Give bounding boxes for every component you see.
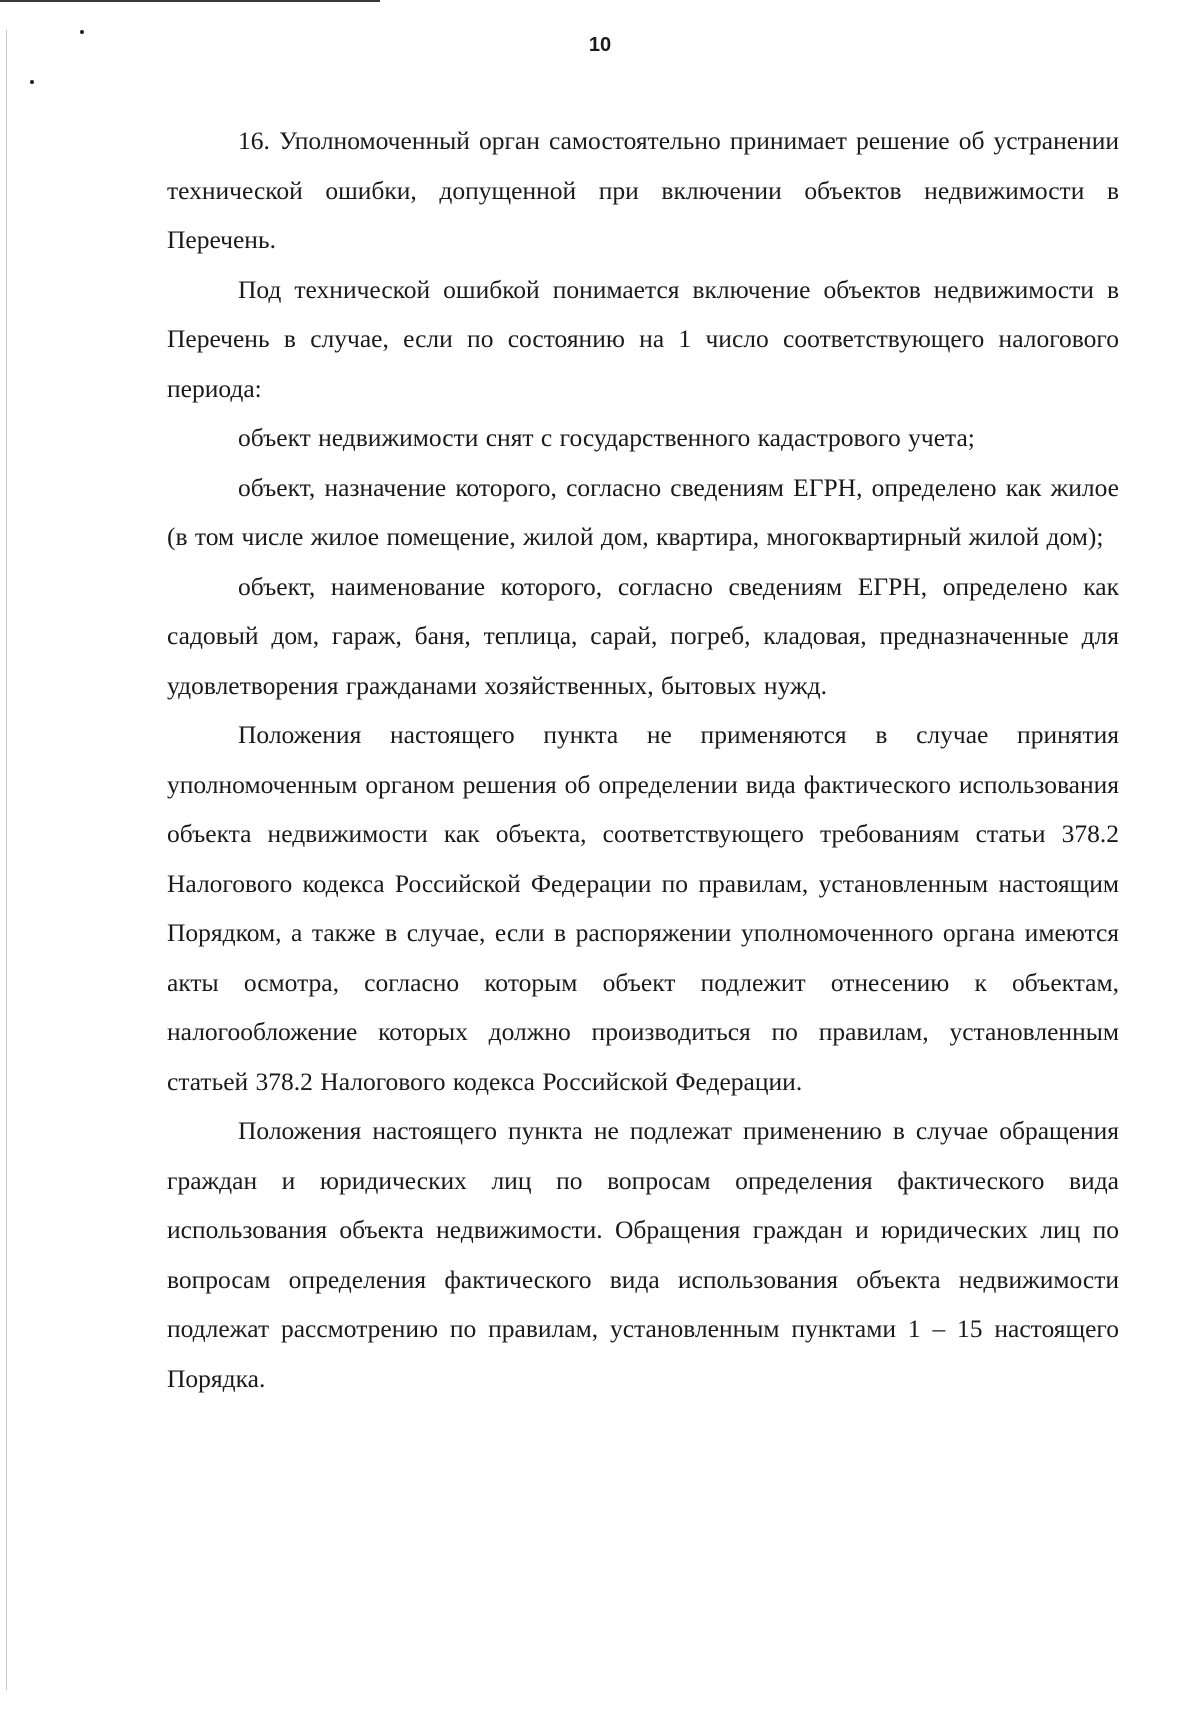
document-body	[167, 116, 1119, 1403]
page-number: 10	[588, 34, 612, 56]
paragraph-condition-household-buildings: объект, наименование которого, согласно сведениям ЕГРН, определено как садовый дом, гараж, баня, теплица, сарай, погреб, кладовая, предназначенные для удовлетворения гражданами хозяйственных, бытовых нужд.	[167, 571, 1119, 700]
paragraph-item-16: 16. Уполномоченный орган самостоятельно принимает решение об устранении технической ошибки, допущенной при включении объектов недвижимости в Перечень.	[167, 126, 1119, 254]
paragraph-technical-error-definition: Под технической ошибкой понимается включение объектов недвижимости в Перечень в случае, если по состоянию на 1 число соответствующего налогового периода:	[167, 274, 1119, 403]
paragraph-exceptions: Положения настоящего пункта не применяются в случае принятия уполномоченным органом решения об определении вида фактического использования объекта недвижимости как объекта, соответствующего требованиям статьи 378.2 Налогового кодекса Российской Федерации по правилам, установленным настоящим Порядком, а также в случае, если в распоряжении уполномоченного органа имеются акты осмотра, согласно которым объект подлежит отнесению к объектам, налогообложение которых должно производиться по правилам, установленным статьей 378.2 Налогового кодекса Российской Федерации.	[167, 720, 1119, 1096]
paragraph-condition-deregistered: объект недвижимости снят с государственного кадастрового учета;	[238, 423, 975, 452]
paragraph-condition-residential: объект, назначение которого, согласно сведениям ЕГРН, определено как жилое (в том числе жилое помещение, жилой дом, квартира, многоквартирный жилой дом);	[167, 472, 1119, 551]
scan-speck	[30, 80, 34, 84]
scan-left-edge	[6, 30, 7, 1690]
paragraph-citizen-appeals: Положения настоящего пункта не подлежат применению в случае обращения граждан и юридических лиц по вопросам определения фактического вида использования объекта недвижимости. Обращения граждан и юридических лиц по вопросам определения фактического вида использования объекта недвижимости подлежат рассмотрению по правилам, установленным пунктами 1 – 15 настоящего Порядка.	[167, 1116, 1119, 1393]
scan-edge-line	[0, 0, 380, 2]
